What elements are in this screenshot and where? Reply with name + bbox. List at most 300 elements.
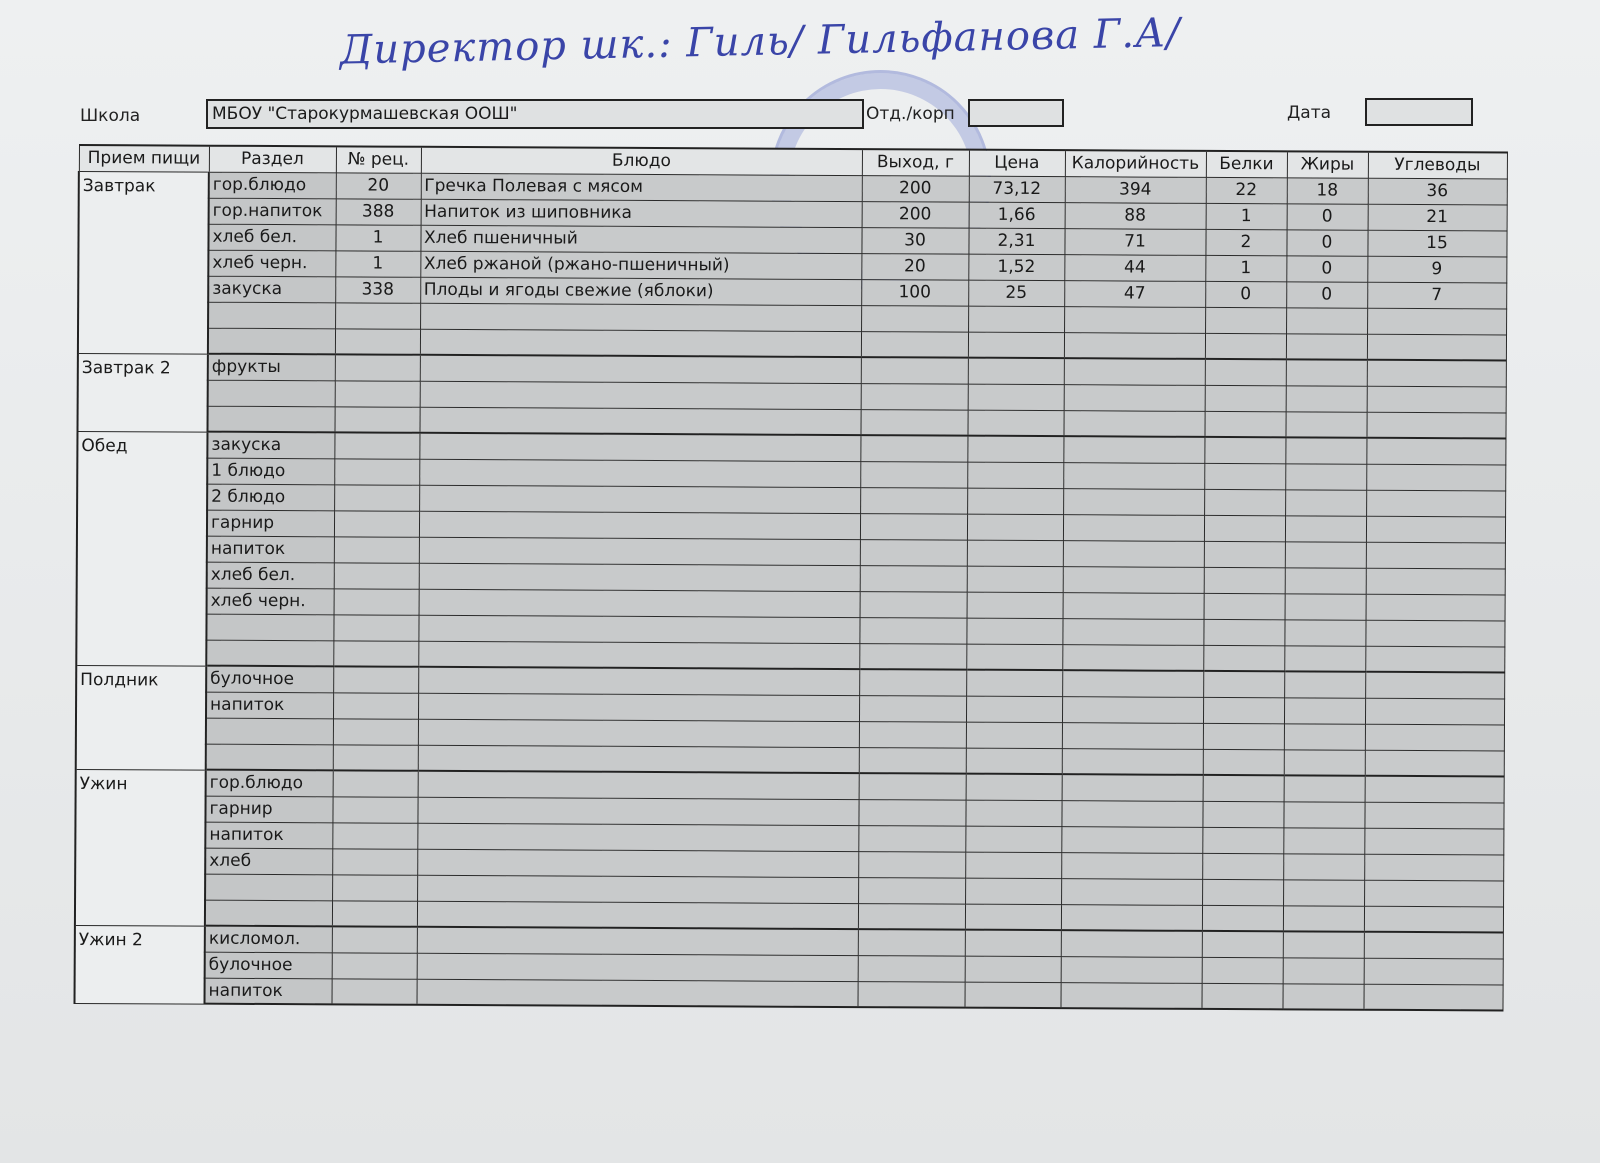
school-field[interactable]: МБОУ "Старокурмашевская ООШ": [206, 99, 864, 129]
kcal-cell[interactable]: [1063, 592, 1204, 619]
carbs-cell[interactable]: [1366, 568, 1505, 595]
protein-cell[interactable]: [1202, 853, 1283, 879]
kcal-cell[interactable]: [1062, 644, 1203, 671]
kcal-cell[interactable]: [1061, 826, 1202, 853]
carbs-cell[interactable]: [1366, 490, 1505, 517]
price-cell[interactable]: 2,31: [968, 228, 1064, 255]
yield-cell[interactable]: [859, 643, 966, 670]
protein-cell[interactable]: [1204, 567, 1285, 593]
dish-cell[interactable]: [417, 901, 858, 929]
yield-cell[interactable]: [859, 773, 966, 800]
kcal-cell[interactable]: 44: [1064, 254, 1205, 281]
protein-cell[interactable]: [1205, 307, 1286, 333]
protein-cell[interactable]: [1203, 619, 1284, 645]
kcal-cell[interactable]: [1063, 462, 1204, 489]
carbs-cell[interactable]: [1363, 984, 1502, 1011]
fat-cell[interactable]: [1283, 905, 1364, 931]
recipe-cell[interactable]: 388: [336, 198, 421, 224]
fat-cell[interactable]: [1284, 775, 1365, 801]
yield-cell[interactable]: [861, 305, 968, 332]
fat-cell[interactable]: [1286, 359, 1367, 385]
kcal-cell[interactable]: 88: [1065, 202, 1206, 229]
recipe-cell[interactable]: [334, 510, 419, 536]
carbs-cell[interactable]: 9: [1367, 256, 1506, 283]
recipe-cell[interactable]: [333, 770, 418, 796]
fat-cell[interactable]: [1285, 437, 1366, 463]
recipe-cell[interactable]: [335, 302, 420, 328]
fat-cell[interactable]: [1285, 515, 1366, 541]
fat-cell[interactable]: [1282, 983, 1363, 1009]
yield-cell[interactable]: [859, 617, 966, 644]
meal-name-cell: Полдник: [76, 665, 207, 770]
price-cell[interactable]: 25: [968, 280, 1064, 307]
section-cell[interactable]: хлеб бел.: [207, 562, 334, 589]
dish-cell[interactable]: [420, 329, 861, 357]
fat-cell[interactable]: [1283, 827, 1364, 853]
yield-cell[interactable]: 200: [862, 175, 969, 202]
protein-cell[interactable]: [1202, 931, 1283, 957]
fat-cell[interactable]: [1286, 333, 1367, 359]
carbs-cell[interactable]: 21: [1368, 204, 1507, 231]
kcal-cell[interactable]: [1064, 358, 1205, 385]
dish-cell[interactable]: [417, 849, 858, 877]
yield-cell[interactable]: [860, 591, 967, 618]
yield-cell[interactable]: [860, 565, 967, 592]
carbs-cell[interactable]: 15: [1367, 230, 1506, 257]
yield-cell[interactable]: [859, 669, 966, 696]
recipe-cell[interactable]: [335, 354, 420, 380]
fat-cell[interactable]: [1285, 463, 1366, 489]
recipe-cell[interactable]: [334, 432, 419, 458]
carbs-cell[interactable]: [1366, 438, 1505, 465]
kcal-cell[interactable]: [1062, 774, 1203, 801]
protein-cell[interactable]: [1204, 541, 1285, 567]
section-cell[interactable]: [206, 744, 333, 771]
carbs-cell[interactable]: [1365, 750, 1504, 777]
protein-cell[interactable]: [1202, 905, 1283, 931]
recipe-cell[interactable]: [334, 406, 419, 432]
section-cell[interactable]: напиток: [206, 692, 333, 719]
section-cell[interactable]: гарнир: [207, 510, 334, 537]
price-cell[interactable]: [967, 566, 1063, 593]
yield-cell[interactable]: [859, 695, 966, 722]
protein-cell[interactable]: [1204, 411, 1285, 437]
dept-field[interactable]: [968, 99, 1064, 127]
kcal-cell[interactable]: [1062, 748, 1203, 775]
carbs-cell[interactable]: [1365, 672, 1504, 699]
yield-cell[interactable]: [858, 851, 965, 878]
dish-cell[interactable]: [420, 381, 861, 409]
yield-cell[interactable]: 30: [861, 227, 968, 254]
section-cell[interactable]: закуска: [207, 432, 334, 459]
dish-cell[interactable]: Хлеб пшеничный: [420, 225, 861, 253]
section-cell[interactable]: напиток: [207, 536, 334, 563]
dish-cell[interactable]: [419, 589, 860, 617]
kcal-cell[interactable]: [1061, 800, 1202, 827]
carbs-cell[interactable]: [1364, 958, 1503, 985]
col-header-kcal: Калорийность: [1065, 150, 1206, 177]
dish-cell[interactable]: [417, 875, 858, 903]
dish-cell[interactable]: [420, 303, 861, 331]
price-cell[interactable]: [965, 956, 1061, 983]
carbs-cell[interactable]: [1364, 854, 1503, 881]
recipe-cell[interactable]: [333, 718, 418, 744]
section-cell[interactable]: 2 блюдо: [207, 484, 334, 511]
dish-cell[interactable]: [419, 563, 860, 591]
protein-cell[interactable]: [1204, 489, 1285, 515]
carbs-cell[interactable]: [1365, 620, 1504, 647]
dish-cell[interactable]: [419, 511, 860, 539]
carbs-cell[interactable]: [1365, 776, 1504, 803]
kcal-cell[interactable]: 47: [1064, 280, 1205, 307]
yield-cell[interactable]: [860, 461, 967, 488]
fat-cell[interactable]: 0: [1286, 255, 1367, 281]
carbs-cell[interactable]: [1366, 542, 1505, 569]
price-cell[interactable]: [965, 800, 1061, 827]
kcal-cell[interactable]: [1061, 930, 1202, 957]
recipe-cell[interactable]: [333, 692, 418, 718]
protein-cell[interactable]: 1: [1206, 203, 1287, 229]
yield-cell[interactable]: [858, 825, 965, 852]
date-field[interactable]: [1365, 98, 1473, 126]
section-cell[interactable]: гор.блюдо: [206, 770, 333, 797]
fat-cell[interactable]: 0: [1287, 203, 1368, 229]
section-cell[interactable]: хлеб черн.: [208, 250, 335, 277]
price-cell[interactable]: [966, 774, 1062, 801]
section-cell[interactable]: [206, 614, 333, 641]
carbs-cell[interactable]: 7: [1367, 282, 1506, 309]
director-signature: [339, 8, 1260, 97]
recipe-cell[interactable]: [333, 666, 418, 692]
yield-cell[interactable]: [857, 981, 964, 1008]
price-cell[interactable]: [967, 540, 1063, 567]
kcal-cell[interactable]: [1062, 670, 1203, 697]
section-cell[interactable]: закуска: [208, 276, 335, 303]
dish-cell[interactable]: Гречка Полевая с мясом: [421, 173, 862, 201]
recipe-cell[interactable]: [333, 744, 418, 770]
protein-cell[interactable]: [1202, 801, 1283, 827]
fat-cell[interactable]: 0: [1286, 281, 1367, 307]
section-cell[interactable]: [208, 328, 335, 355]
recipe-cell[interactable]: 1: [335, 224, 420, 250]
section-cell[interactable]: напиток: [205, 822, 332, 849]
carbs-cell[interactable]: [1364, 828, 1503, 855]
fat-cell[interactable]: [1283, 801, 1364, 827]
carbs-cell[interactable]: [1366, 594, 1505, 621]
yield-cell[interactable]: [859, 747, 966, 774]
carbs-cell[interactable]: [1365, 698, 1504, 725]
protein-cell[interactable]: [1204, 437, 1285, 463]
yield-cell[interactable]: [860, 513, 967, 540]
dish-cell[interactable]: [418, 615, 859, 643]
yield-cell[interactable]: [861, 331, 968, 358]
kcal-cell[interactable]: [1063, 488, 1204, 515]
price-cell[interactable]: [967, 462, 1063, 489]
section-cell[interactable]: [205, 900, 332, 927]
protein-cell[interactable]: [1203, 775, 1284, 801]
fat-cell[interactable]: [1284, 749, 1365, 775]
dish-cell[interactable]: Напиток из шиповника: [421, 199, 862, 227]
section-cell[interactable]: 1 блюдо: [207, 458, 334, 485]
kcal-cell[interactable]: [1064, 332, 1205, 359]
kcal-cell[interactable]: [1063, 566, 1204, 593]
dish-cell[interactable]: [418, 641, 859, 669]
carbs-cell[interactable]: [1367, 360, 1506, 387]
carbs-cell[interactable]: [1365, 646, 1504, 673]
fat-cell[interactable]: [1285, 567, 1366, 593]
kcal-cell[interactable]: 394: [1065, 176, 1206, 203]
protein-cell[interactable]: [1201, 983, 1282, 1009]
col-header-carbs: Углеводы: [1368, 152, 1507, 179]
recipe-cell[interactable]: [332, 900, 417, 926]
yield-cell[interactable]: [858, 955, 965, 982]
fat-cell[interactable]: 18: [1287, 177, 1368, 203]
meal-name-cell: Обед: [76, 431, 207, 666]
fat-cell[interactable]: 0: [1286, 229, 1367, 255]
dish-cell[interactable]: [419, 407, 860, 435]
kcal-cell[interactable]: [1063, 540, 1204, 567]
yield-cell[interactable]: [858, 877, 965, 904]
section-cell[interactable]: [207, 406, 334, 433]
kcal-cell[interactable]: [1064, 306, 1205, 333]
school-label: Школа: [80, 106, 141, 126]
recipe-cell[interactable]: [332, 822, 417, 848]
kcal-cell[interactable]: [1063, 436, 1204, 463]
kcal-cell[interactable]: [1061, 878, 1202, 905]
kcal-cell[interactable]: [1062, 696, 1203, 723]
kcal-cell[interactable]: [1061, 904, 1202, 931]
kcal-cell[interactable]: [1063, 514, 1204, 541]
yield-cell[interactable]: 20: [861, 253, 968, 280]
carbs-cell[interactable]: [1366, 464, 1505, 491]
recipe-cell[interactable]: [332, 796, 417, 822]
yield-cell[interactable]: [858, 903, 965, 930]
price-cell[interactable]: 1,66: [969, 202, 1065, 229]
dish-cell[interactable]: [417, 797, 858, 825]
section-cell[interactable]: гор.блюдо: [209, 172, 336, 199]
recipe-cell[interactable]: [333, 614, 418, 640]
protein-cell[interactable]: [1205, 359, 1286, 385]
yield-cell[interactable]: [858, 799, 965, 826]
section-cell[interactable]: напиток: [205, 978, 332, 1005]
fat-cell[interactable]: [1286, 307, 1367, 333]
yield-cell[interactable]: [861, 383, 968, 410]
section-cell[interactable]: хлеб бел.: [208, 224, 335, 251]
price-cell[interactable]: [966, 748, 1062, 775]
dish-cell[interactable]: Плоды и ягоды свежие (яблоки): [420, 277, 861, 305]
protein-cell[interactable]: [1205, 333, 1286, 359]
price-cell[interactable]: [965, 904, 1061, 931]
section-cell[interactable]: гор.напиток: [209, 198, 336, 225]
section-cell[interactable]: хлеб: [205, 848, 332, 875]
carbs-cell[interactable]: [1364, 932, 1503, 959]
section-cell[interactable]: [208, 380, 335, 407]
price-cell[interactable]: [966, 722, 1062, 749]
carbs-cell[interactable]: [1365, 724, 1504, 751]
dish-cell[interactable]: [420, 355, 861, 383]
price-cell[interactable]: [968, 384, 1064, 411]
price-cell[interactable]: [965, 852, 1061, 879]
kcal-cell[interactable]: [1062, 618, 1203, 645]
price-cell[interactable]: [967, 592, 1063, 619]
fat-cell[interactable]: [1283, 931, 1364, 957]
dish-cell[interactable]: [417, 927, 858, 955]
price-cell[interactable]: [966, 618, 1062, 645]
kcal-cell[interactable]: 71: [1064, 228, 1205, 255]
section-cell[interactable]: гарнир: [205, 796, 332, 823]
kcal-cell[interactable]: [1060, 982, 1201, 1009]
kcal-cell[interactable]: [1061, 852, 1202, 879]
recipe-cell[interactable]: [332, 926, 417, 952]
dish-cell[interactable]: [418, 693, 859, 721]
dish-cell[interactable]: [419, 433, 860, 461]
carbs-cell[interactable]: [1364, 880, 1503, 907]
fat-cell[interactable]: [1285, 411, 1366, 437]
carbs-cell[interactable]: [1364, 906, 1503, 933]
protein-cell[interactable]: [1203, 645, 1284, 671]
dish-cell[interactable]: [418, 745, 859, 773]
protein-cell[interactable]: [1203, 723, 1284, 749]
fat-cell[interactable]: [1283, 853, 1364, 879]
section-cell[interactable]: булочное: [205, 952, 332, 979]
protein-cell[interactable]: [1203, 749, 1284, 775]
recipe-cell[interactable]: [333, 640, 418, 666]
price-cell[interactable]: [968, 332, 1064, 359]
recipe-cell[interactable]: [334, 458, 419, 484]
fat-cell[interactable]: [1284, 697, 1365, 723]
price-cell[interactable]: 1,52: [968, 254, 1064, 281]
section-cell[interactable]: [206, 640, 333, 667]
carbs-cell[interactable]: 36: [1368, 178, 1507, 205]
fat-cell[interactable]: [1285, 489, 1366, 515]
recipe-cell[interactable]: [334, 562, 419, 588]
recipe-cell[interactable]: [331, 978, 416, 1004]
dish-cell[interactable]: [418, 719, 859, 747]
price-cell[interactable]: [968, 358, 1064, 385]
price-cell[interactable]: [966, 670, 1062, 697]
protein-cell[interactable]: [1204, 593, 1285, 619]
fat-cell[interactable]: [1283, 879, 1364, 905]
recipe-cell[interactable]: 1: [335, 250, 420, 276]
price-cell[interactable]: [967, 514, 1063, 541]
dish-cell[interactable]: [419, 485, 860, 513]
price-cell[interactable]: [967, 436, 1063, 463]
kcal-cell[interactable]: [1061, 956, 1202, 983]
section-cell[interactable]: булочное: [206, 666, 333, 693]
protein-cell[interactable]: [1205, 385, 1286, 411]
dish-cell[interactable]: Хлеб ржаной (ржано-пшеничный): [420, 251, 861, 279]
recipe-cell[interactable]: [334, 484, 419, 510]
recipe-cell[interactable]: [334, 588, 419, 614]
dish-cell[interactable]: [418, 667, 859, 695]
fat-cell[interactable]: [1285, 593, 1366, 619]
yield-cell[interactable]: [860, 539, 967, 566]
recipe-cell[interactable]: [332, 848, 417, 874]
fat-cell[interactable]: [1285, 541, 1366, 567]
protein-cell[interactable]: [1202, 957, 1283, 983]
price-cell[interactable]: [965, 878, 1061, 905]
kcal-cell[interactable]: [1063, 410, 1204, 437]
price-cell[interactable]: [968, 306, 1064, 333]
col-header-section: Раздел: [209, 146, 336, 173]
dish-cell[interactable]: [419, 459, 860, 487]
protein-cell[interactable]: 0: [1205, 281, 1286, 307]
protein-cell[interactable]: 22: [1206, 177, 1287, 203]
section-cell[interactable]: [206, 718, 333, 745]
dish-cell[interactable]: [418, 771, 859, 799]
carbs-cell[interactable]: [1367, 334, 1506, 361]
protein-cell[interactable]: [1203, 671, 1284, 697]
protein-cell[interactable]: [1203, 697, 1284, 723]
fat-cell[interactable]: [1286, 385, 1367, 411]
section-cell[interactable]: кисломол.: [205, 926, 332, 953]
yield-cell[interactable]: 100: [861, 279, 968, 306]
price-cell[interactable]: [965, 930, 1061, 957]
yield-cell[interactable]: [859, 721, 966, 748]
carbs-cell[interactable]: [1366, 516, 1505, 543]
carbs-cell[interactable]: [1367, 308, 1506, 335]
yield-cell[interactable]: 200: [862, 201, 969, 228]
fat-cell[interactable]: [1284, 723, 1365, 749]
yield-cell[interactable]: [858, 929, 965, 956]
dish-cell[interactable]: [419, 537, 860, 565]
protein-cell[interactable]: [1202, 827, 1283, 853]
price-cell[interactable]: 73,12: [969, 176, 1065, 203]
recipe-cell[interactable]: [335, 328, 420, 354]
carbs-cell[interactable]: [1364, 802, 1503, 829]
section-cell[interactable]: [208, 302, 335, 329]
fat-cell[interactable]: [1283, 957, 1364, 983]
recipe-cell[interactable]: [335, 380, 420, 406]
yield-cell[interactable]: [860, 409, 967, 436]
price-cell[interactable]: [966, 696, 1062, 723]
fat-cell[interactable]: [1284, 645, 1365, 671]
section-cell[interactable]: [205, 874, 332, 901]
yield-cell[interactable]: [860, 435, 967, 462]
carbs-cell[interactable]: [1367, 386, 1506, 413]
protein-cell[interactable]: 1: [1205, 255, 1286, 281]
price-cell[interactable]: [964, 982, 1060, 1009]
price-cell[interactable]: [965, 826, 1061, 853]
recipe-cell[interactable]: [334, 536, 419, 562]
kcal-cell[interactable]: [1064, 384, 1205, 411]
dish-cell[interactable]: [417, 823, 858, 851]
carbs-cell[interactable]: [1366, 412, 1505, 439]
protein-cell[interactable]: [1204, 515, 1285, 541]
recipe-cell[interactable]: [332, 874, 417, 900]
recipe-cell[interactable]: 338: [335, 276, 420, 302]
kcal-cell[interactable]: [1062, 722, 1203, 749]
col-header-yield: Выход, г: [862, 149, 969, 176]
price-cell[interactable]: [967, 410, 1063, 437]
yield-cell[interactable]: [861, 357, 968, 384]
recipe-cell[interactable]: 20: [336, 172, 421, 198]
fat-cell[interactable]: [1284, 619, 1365, 645]
section-cell[interactable]: фрукты: [208, 354, 335, 381]
dish-cell[interactable]: [416, 979, 857, 1007]
recipe-cell[interactable]: [332, 952, 417, 978]
price-cell[interactable]: [967, 488, 1063, 515]
protein-cell[interactable]: 2: [1205, 229, 1286, 255]
dish-cell[interactable]: [417, 953, 858, 981]
protein-cell[interactable]: [1204, 463, 1285, 489]
yield-cell[interactable]: [860, 487, 967, 514]
protein-cell[interactable]: [1202, 879, 1283, 905]
price-cell[interactable]: [966, 644, 1062, 671]
fat-cell[interactable]: [1284, 671, 1365, 697]
section-cell[interactable]: хлеб черн.: [207, 588, 334, 615]
col-header-protein: Белки: [1206, 151, 1287, 177]
